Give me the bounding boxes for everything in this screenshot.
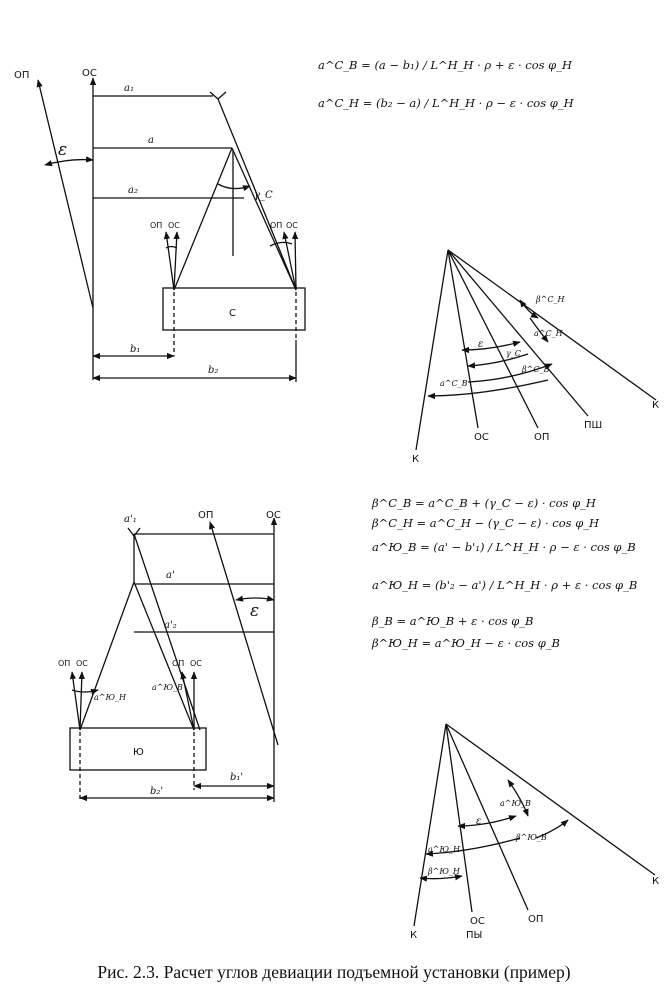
label-os-bottom: ОС <box>266 510 281 521</box>
label-os-small-b: ОС <box>76 659 88 668</box>
label-k: К <box>412 454 420 465</box>
label-gamma-fan: γ_C <box>506 349 521 358</box>
label-os-small-r: ОС <box>286 221 298 230</box>
diagram-bottom-left-labels <box>58 510 281 797</box>
label-os-fan: ОС <box>474 432 489 443</box>
label-psh: ПШ <box>584 420 603 431</box>
label-alpha-n-c: a^C_H <box>534 329 563 338</box>
formulas-top <box>318 58 648 128</box>
label-os-small: ОС <box>168 221 180 230</box>
label-a: a <box>148 135 154 146</box>
label-op: ОП <box>14 70 30 81</box>
label-beta-v-yu: β^Ю_B <box>516 833 547 842</box>
formula-beta-n-yu: β^Ю_H = a^Ю_H − ε · cos φ_B <box>372 636 560 650</box>
fan-bottom-right <box>414 724 655 926</box>
label-b1: b₁ <box>130 344 141 355</box>
diagram-top-left <box>38 78 305 382</box>
label-a1-prime: a'₁ <box>124 514 137 525</box>
formula-beta-v-c: β^C_B = a^C_B + (γ_C − ε) · cos φ_H <box>372 496 596 510</box>
label-a2-prime: a'₂ <box>164 620 177 631</box>
label-os: ОС <box>82 68 97 79</box>
label-eps-fan: ε <box>478 339 484 350</box>
label-op-bottom: ОП <box>198 510 214 521</box>
label-drum-yu: Ю <box>133 747 144 758</box>
formula-beta-n-c: β^C_H = a^C_H − (γ_C − ε) · cos φ_H <box>372 516 600 530</box>
label-os-fan-bottom: ОС <box>470 916 485 927</box>
label-op-small-r: ОП <box>270 221 283 230</box>
label-alpha-n-yu-left: a^Ю_H <box>94 693 126 702</box>
label-op-fan: ОП <box>534 432 550 443</box>
label-b1-prime: b₁' <box>230 772 244 783</box>
label-alpha-n-yu: a^Ю_H <box>428 845 460 854</box>
label-a-prime: a' <box>166 570 175 581</box>
op-line <box>38 80 93 308</box>
label-eps-fan-bottom: ε <box>476 816 482 827</box>
label-epsilon: ε <box>58 140 68 160</box>
label-epsilon-bottom: ε <box>250 601 260 621</box>
label-op-fan-bottom: ОП <box>528 914 544 925</box>
fan-top-right <box>416 250 656 450</box>
formula-alpha-n-yu: a^Ю_H = (b'₂ − a') / L^H_H · ρ + ε · cos φ_B <box>372 578 638 592</box>
figure-caption: Рис. 2.3. Расчет углов девиации подъемной установки (пример) <box>97 962 571 982</box>
label-b2-prime: b₂' <box>150 786 164 797</box>
label-alpha-v-c: a^C_B <box>440 379 468 388</box>
label-op-small-b: ОП <box>58 659 71 668</box>
label-b2: b₂ <box>208 365 219 376</box>
formula-beta-v: β_B = a^Ю_B + ε · cos φ_B <box>372 614 534 628</box>
label-op-small: ОП <box>150 221 163 230</box>
label-op-small-b2: ОП <box>172 659 185 668</box>
label-os-small-b2: ОС <box>190 659 202 668</box>
label-beta-n-c: β^C_H <box>536 295 565 304</box>
label-k-right: К <box>652 400 660 411</box>
fan-top-right-labels <box>412 295 659 465</box>
label-pyu: ПЫ <box>466 930 483 941</box>
formula-alpha-v-c: a^C_B = (a − b₁) / L^H_H · ρ + ε · cos φ_H <box>318 58 573 72</box>
op-line-bottom <box>210 522 278 745</box>
label-k-bottom: К <box>410 930 418 941</box>
label-k-bottom-right: К <box>652 876 660 887</box>
label-a2: a₂ <box>128 185 138 196</box>
label-alpha-v-yu-left: a^Ю_B <box>152 683 183 692</box>
label-a1: a₁ <box>124 83 134 94</box>
label-alpha-v-yu: a^Ю_B <box>500 799 531 808</box>
label-beta-v-c: β^C_B <box>522 365 550 374</box>
label-beta-n-yu: β^Ю_H <box>428 867 460 876</box>
formula-alpha-v-yu: a^Ю_B = (a' − b'₁) / L^H_H · ρ − ε · cos φ_B <box>372 540 636 554</box>
label-drum-c: С <box>229 308 236 319</box>
formula-alpha-n-c: a^C_H = (b₂ − a) / L^H_H · ρ − ε · cos φ_H <box>318 96 574 110</box>
fan-bottom-right-labels <box>410 799 659 941</box>
epsilon-arc <box>45 160 93 165</box>
label-gamma-c: γ_C <box>254 190 273 201</box>
formulas-bottom <box>372 496 662 666</box>
